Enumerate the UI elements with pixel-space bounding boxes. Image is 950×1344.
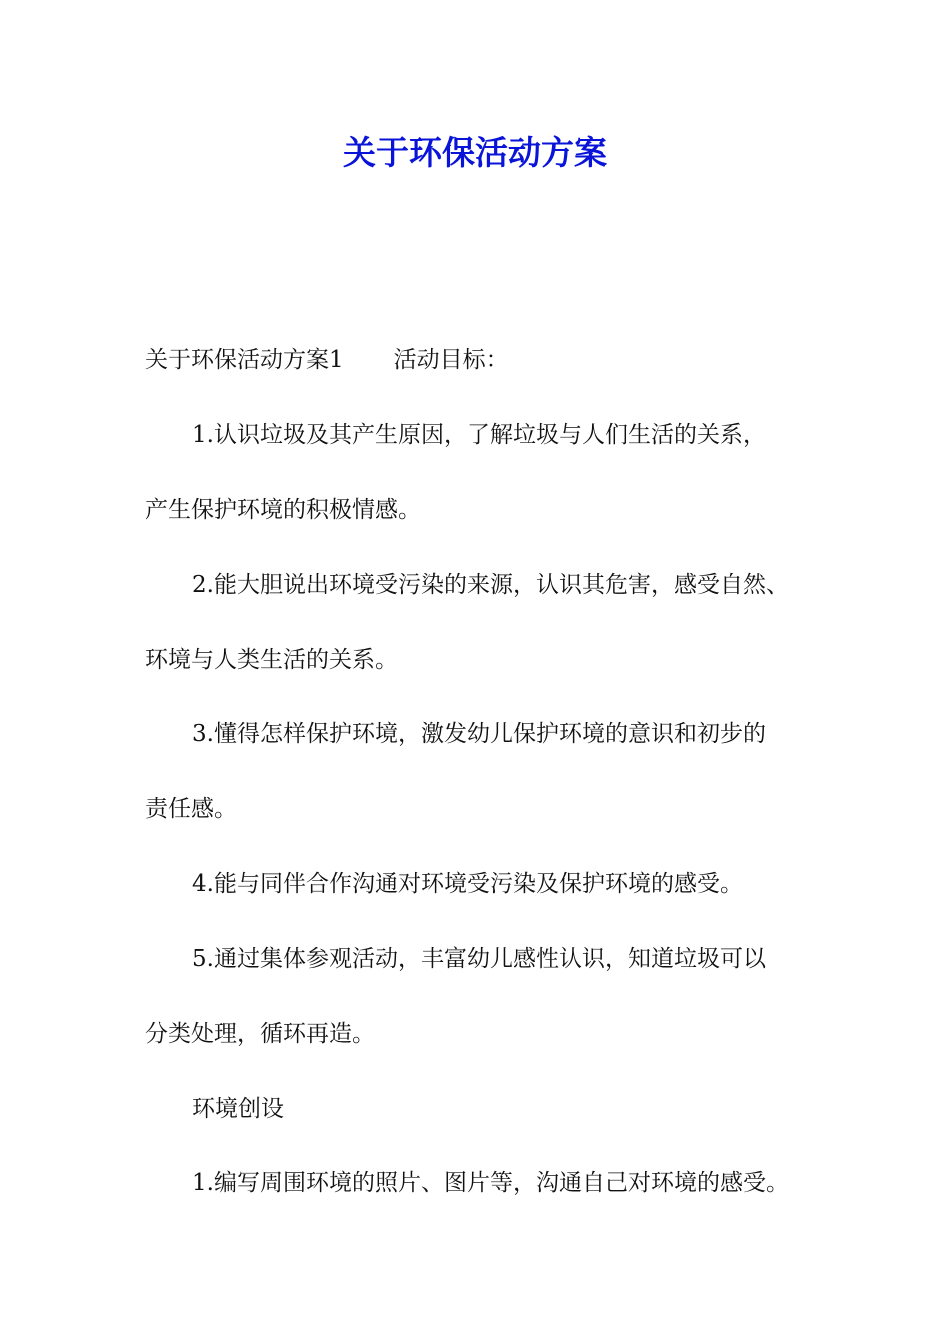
paragraph-line-4: 环境与人类生活的关系。 — [145, 647, 398, 673]
section-heading-environment: 环境创设 — [192, 1096, 284, 1122]
paragraph-line-3: 2.能大胆说出环境受污染的来源，认识其危害，感受自然、 — [192, 572, 789, 598]
document-title: 关于环保活动方案 — [343, 133, 607, 172]
paragraph-line-6: 责任感。 — [145, 796, 237, 822]
section-heading-line — [145, 344, 825, 376]
paragraph-line-5: 3.懂得怎样保护环境，激发幼儿保护环境的意识和初步的 — [192, 721, 766, 747]
subsection-title: 活动目标： — [393, 347, 509, 373]
paragraph-line-1: 1.认识垃圾及其产生原因，了解垃圾与人们生活的关系， — [192, 422, 766, 448]
section-title: 关于环保活动方案1 — [145, 347, 344, 373]
paragraph-line-8: 5.通过集体参观活动，丰富幼儿感性认识，知道垃圾可以 — [192, 946, 766, 972]
paragraph-line-10: 1.编写周围环境的照片、图片等，沟通自己对环境的感受。 — [192, 1170, 789, 1196]
paragraph-line-2: 产生保护环境的积极情感。 — [145, 497, 421, 523]
paragraph-line-9: 分类处理，循环再造。 — [145, 1021, 375, 1047]
paragraph-line-7: 4.能与同伴合作沟通对环境受污染及保护环境的感受。 — [192, 871, 743, 897]
